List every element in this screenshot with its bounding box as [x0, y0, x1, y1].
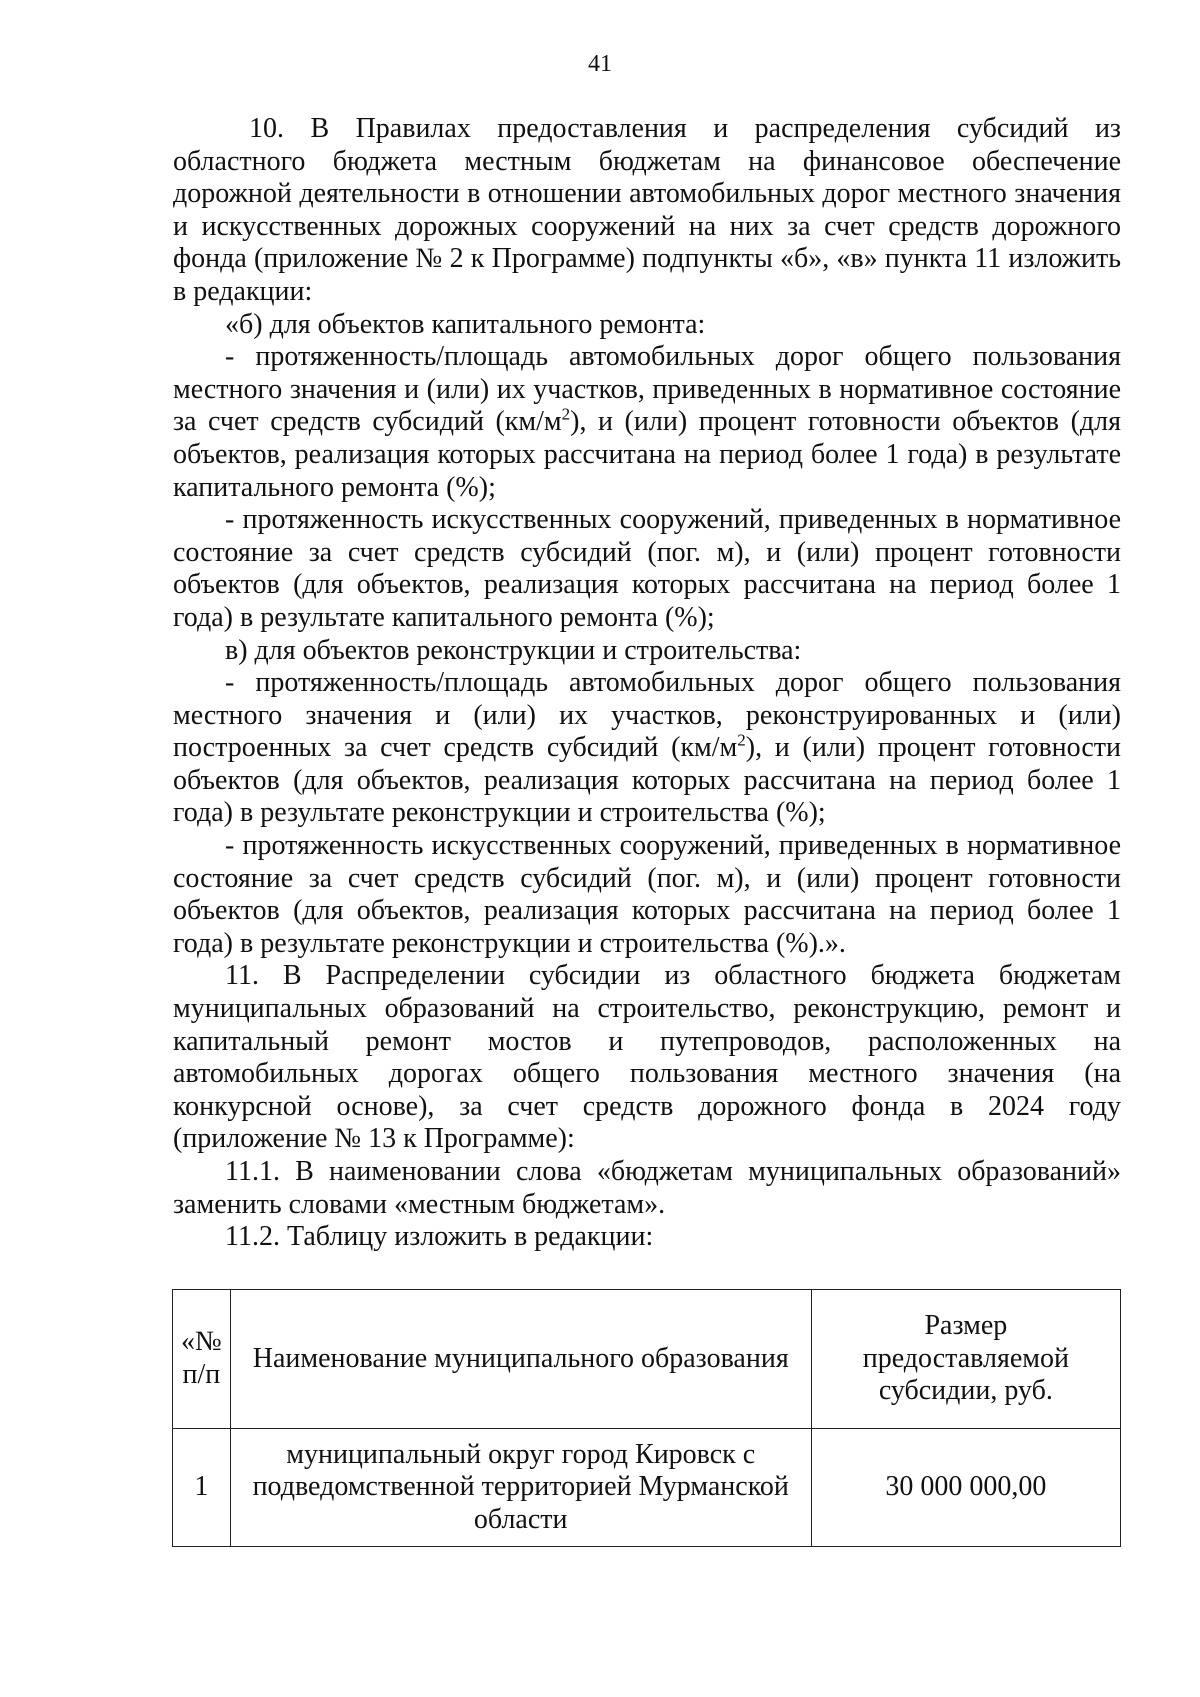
bullet-text: - протяженность/площадь автомобильных дорог общего пользования местного значения и (или) их участков, приведенных в нормативное состояние за счет средств субсидий (км/м	[173, 341, 1121, 438]
subitem-b-bullet-2: - протяженность искусственных сооружений, приведенных в нормативное состояние за счет средств субсидий (пог. м), и (или) процент готовности объектов (для объектов, реализация которых рассчитана на период более 1 года) в результате капитального ремонта (%);	[173, 504, 1121, 633]
table-header-row	[173, 1290, 1121, 1429]
header-number: «№ п/п	[173, 1290, 231, 1429]
subitem-v-bullet-2: - протяженность искусственных сооружений, приведенных в нормативное состояние за счет средств субсидий (пог. м), и (или) процент готовности объектов (для объектов, реализация которых рассчитана на период более 1 года) в результате реконструкции и строительства (%).».	[173, 830, 1121, 959]
paragraph-10: 10. В Правилах предоставления и распределения субсидий из областного бюджета местным бюджетам на финансовое обеспечение дорожной деятельности в отношении автомобильных дорог местного значения и искусственных дорожных сооружений на них за счет средств дорожного фонда (приложение № 2 к Программе) подпункты «б», «в» пункта 11 изложить в редакции:	[173, 113, 1121, 307]
header-municipality: Наименование муниципального образования	[230, 1290, 811, 1429]
paragraph-11-1: 11.1. В наименовании слова «бюджетам муниципальных образований» заменить словами «местным бюджетам».	[173, 1156, 1121, 1220]
paragraph-11-2: 11.2. Таблицу изложить в редакции:	[225, 1221, 654, 1253]
subitem-b-heading: «б) для объектов капитального ремонта:	[225, 308, 706, 340]
cell-number: 1	[173, 1429, 231, 1547]
document-body	[173, 113, 1121, 1254]
cell-municipality: муниципальный округ город Кировск с подведомственной территорией Мурманской области	[230, 1429, 811, 1547]
subsidy-table	[172, 1289, 1121, 1547]
subitem-b-bullet-1	[173, 341, 1121, 504]
subitem-v-heading: в) для объектов реконструкции и строительства:	[225, 634, 802, 666]
page-number: 41	[588, 51, 612, 77]
paragraph-11: 11. В Распределении субсидии из областного бюджета бюджетам муниципальных образований на строительство, реконструкцию, ремонт и капитальный ремонт мостов и путепроводов, расположенных на автомобильных дорогах общего пользования местного значения (на конкурсной основе), за счет средств дорожного фонда в 2024 году (приложение № 13 к Программе):	[173, 960, 1121, 1155]
bullet-text: ), и (или) процент готовности объектов (для объектов, реализация которых рассчитана на период более 1 года) в результате реконструкции и строительства (%);	[173, 732, 1121, 829]
bullet-text: ), и (или) процент готовности объектов (для объектов, реализация которых рассчитана на период более 1 года) в результате капитального ремонта (%);	[173, 406, 1121, 503]
table-row	[173, 1429, 1121, 1547]
superscript: 2	[561, 405, 571, 425]
bullet-text: - протяженность/площадь автомобильных дорог общего пользования местного значения и (или) их участков, реконструированных и (или) построенных за счет средств субсидий (км/м	[173, 667, 1121, 764]
superscript: 2	[737, 730, 746, 750]
header-amount: Размер предоставляемой субсидии, руб.	[811, 1290, 1120, 1429]
subitem-v-bullet-1	[173, 667, 1121, 830]
cell-amount: 30 000 000,00	[811, 1429, 1120, 1547]
